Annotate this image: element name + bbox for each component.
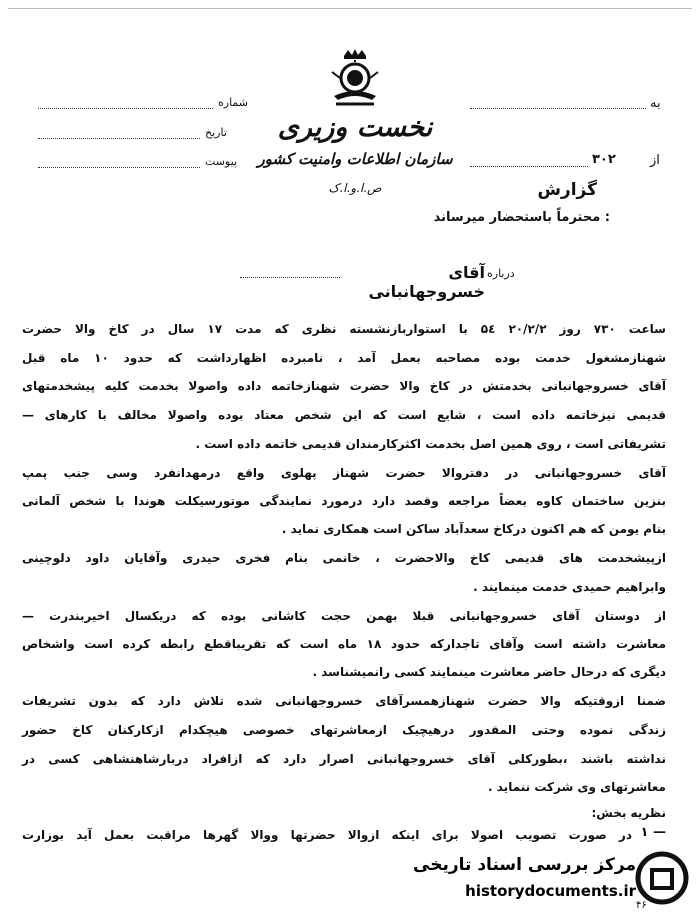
top-border [8, 8, 692, 9]
header-organization: سازمان اطلاعات وامنیت کشور [257, 150, 453, 168]
body-line: قدیمی نیزخاتمه داده است ، شایع است که این شخص معتاد بوده واصولا مخالف با کارهای — [22, 408, 666, 422]
date-label: تاریخ [205, 126, 227, 139]
body-line: شهنازمشغول خدمت بوده مصاحبه بعمل آمد ، نامبرده اظهارداشت که حدود ۱۰ ماه قبل [22, 351, 666, 365]
watermark-title: مرکز بررسی اسناد تاریخی [413, 855, 636, 875]
watermark-url: historydocuments.ir [465, 882, 636, 900]
lion-and-sun-emblem-icon [328, 48, 382, 110]
to-line [470, 108, 646, 109]
body-line: ساعت ۷۳۰ روز ۲۰/۲/۲ ۵٤ با استواربازنشسته نظری که مدت ۱۷ سال در کاخ والا حضرت [22, 322, 666, 336]
body-line: معاشرتهای وی شرکت ننماید . [488, 780, 666, 794]
subject-value: آقای خسروجهانبانی [368, 263, 485, 301]
body-line: ازپیشخدمت های قدیمی کاخ والاحضرت ، خانمی بنام فخری حیدری وآقایان داود دلوچینی [22, 551, 666, 565]
body-line: در صورت تصویب اصولا برای اینکه ازوالا حضرتها ووالا گهرها مراقبت بعمل آید بوزارت [22, 828, 632, 842]
salutation: محترماً باستحضار میرساند : [433, 210, 610, 225]
from-value: ۳۰۲ [592, 152, 616, 167]
header-code: ص.ا.و.ا.ک [328, 181, 382, 195]
body-line: زندگی نموده وحتی المقدور درهیچیک ازمعاشرتهای خصوصی هیچکدام ازکارکنان کاخ حضور [22, 723, 666, 737]
body-line: بنزین ساختمان کاوه بعضاً مراجعه وقصد دارد درمورد نمایندگی موتورسیکلت هوندا با شخص آلمانی [22, 494, 666, 508]
from-label: از [650, 153, 660, 168]
body-line: معاشرت داشته است وآقای تاجدارکه حدود ۱۸ ماه است که تقریباقطع رابطه کرده است واشخاص [22, 637, 667, 651]
date-line [38, 138, 200, 139]
number-label: شماره [218, 96, 249, 109]
body-line: آقای خسروجهانبانی در دفتروالا حضرت شهناز پهلوی واقع درمهدانفرد وسی جنب پمپ [22, 466, 666, 480]
item-number: ۱ — [640, 825, 666, 840]
subject-line [240, 277, 340, 278]
body-line: ضمنا ازوقتیکه والا حضرت شهنازهمسرآقای خسروجهانبانی شده تلاش دارد که بدون تشریفات [22, 694, 666, 708]
attachment-label: پیوست [205, 155, 238, 168]
body-line: از دوستان آقای خسروجهانبانی قبلا بهمن حجت کاشانی بوده که دریکسال اخیربندرت — [22, 609, 666, 623]
body-line: دیگری که درحال حاضر معاشرت مینمایند کسی رانمیشناسد . [312, 665, 666, 679]
body-line: تشریفاتی است ، روی همین اصل بخدمت اکثرکارمندان قدیمی خاتمه داده است . [195, 437, 666, 451]
to-label: به [650, 96, 661, 111]
body-line: آقای خسروجهانبانی بخدمتش در کاخ والا حضرت شهنازخاتمه داده واصولا بخدمت کلیه پیشخدمتهای [22, 379, 666, 393]
number-line [38, 108, 213, 109]
body-line: وابراهیم حمیدی خدمت مینمایند . [473, 580, 666, 594]
subject-label: درباره [487, 267, 515, 280]
attachment-line [38, 167, 200, 168]
opinion-heading: نظریه بخش: [591, 806, 666, 820]
body-line: نداشته باشند ،بطورکلی آقای خسروجهانبانی اصرار دارد که ازافراد دربارشاهنشاهی کسی در [22, 752, 666, 766]
page-number: ۴۶ [636, 900, 647, 911]
from-line [470, 166, 588, 167]
body-line: بنام یومن که هم اکنون درکاخ سعدآباد ساکن است همکاری نماید . [281, 522, 666, 536]
report-title: گزارش [537, 180, 597, 200]
header-title: نخست وزیری [277, 112, 433, 143]
